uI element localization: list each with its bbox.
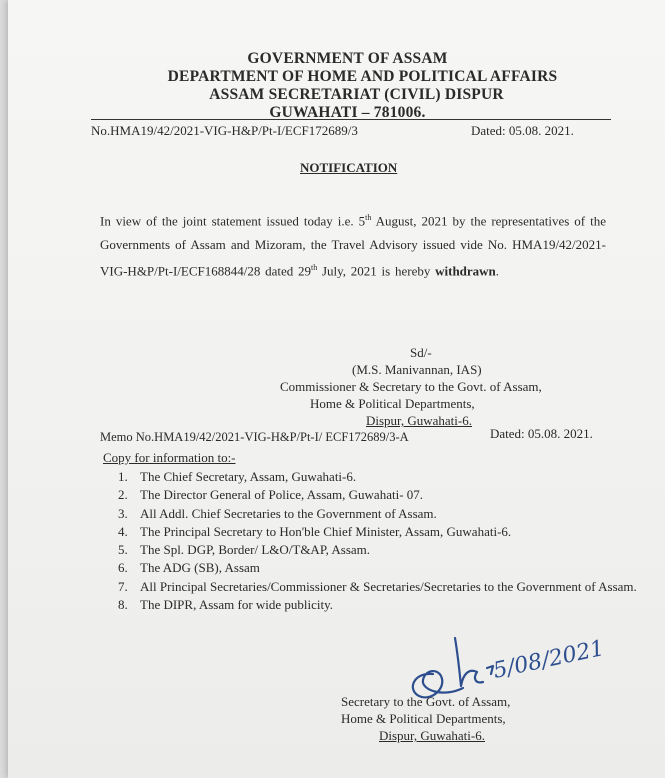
list-number: 7. <box>118 578 128 594</box>
list-number: 6. <box>118 560 128 576</box>
list-item <box>118 559 648 577</box>
notification-title: NOTIFICATION <box>300 160 398 175</box>
memo-number: Memo No.HMA19/42/2021-VIG-H&P/Pt-I/ ECF172689/3-A <box>100 430 409 444</box>
header-government: GOVERNMENT OF ASSAM <box>247 50 448 67</box>
signature-block-commissioner <box>270 344 542 429</box>
header-secretariat: ASSAM SECRETARIAT (CIVIL) DISPUR <box>209 86 504 103</box>
body-text-end: . <box>495 263 500 279</box>
list-item <box>118 596 648 614</box>
sd-mark: Sd/- <box>410 345 432 360</box>
withdrawn-text: withdrawn <box>435 263 496 279</box>
header-department: DEPARTMENT OF HOME AND POLITICAL AFFAIRS <box>167 68 558 85</box>
list-number: 2. <box>118 487 128 503</box>
list-item <box>118 486 648 504</box>
superscript-th-2: th <box>311 263 318 273</box>
reference-date: Dated: 05.08. 2021. <box>471 123 574 138</box>
signature-block-secretary <box>341 693 510 744</box>
list-number: 8. <box>118 597 128 613</box>
list-text: The Chief Secretary, Assam, Guwahati-6. <box>140 469 357 484</box>
signatory2-designation: Secretary to the Govt. of Assam, <box>341 694 511 709</box>
list-number: 5. <box>118 542 128 558</box>
superscript-th-1: th <box>365 213 372 222</box>
signatory-name: (M.S. Manivannan, IAS) <box>352 362 482 377</box>
list-item <box>118 541 648 559</box>
list-text: The Director General of Police, Assam, Guwahati- 07. <box>140 487 424 503</box>
list-text: The Principal Secretary to Hon'ble Chief Minister, Assam, Guwahati-6. <box>140 523 512 539</box>
body-text-2: August, 2021 by the representatives of the Governments of Assam and Mizoram, the Travel Advisory issued vide No. HMA19/42/2021-VIG-H&P/Pt-I/ECF168844/28 dated 29 <box>100 213 606 279</box>
body-text-1: In view of the joint statement issued today i.e. 5 <box>100 213 366 229</box>
list-text: The DIPR, Assam for wide publicity. <box>140 597 334 613</box>
reference-line <box>91 119 611 139</box>
signatory-department: Home & Political Departments, <box>310 396 475 411</box>
list-item <box>118 468 648 486</box>
list-text: The Spl. DGP, Border/ L&O/T&AP, Assam. <box>140 542 371 558</box>
list-number: 4. <box>118 523 128 539</box>
list-item <box>118 523 648 541</box>
signatory-location: Dispur, Guwahati-6. <box>366 413 472 428</box>
signatory2-location: Dispur, Guwahati-6. <box>379 728 485 743</box>
list-item <box>118 578 648 596</box>
list-text: The ADG (SB), Assam <box>140 560 260 576</box>
document-page <box>8 0 665 778</box>
recipient-list <box>118 468 648 614</box>
list-item <box>118 505 648 523</box>
list-number: 1. <box>118 469 128 484</box>
list-text: All Addl. Chief Secretaries to the Government of Assam. <box>140 505 437 521</box>
list-text: All Principal Secretaries/Commissioner & Secretaries/Secretaries to the Government of Assam. <box>140 578 637 594</box>
copy-heading: Copy for information to:- <box>103 450 236 465</box>
list-number: 3. <box>118 505 128 521</box>
reference-number: No.HMA19/42/2021-VIG-H&P/Pt-I/ECF172689/3 <box>91 123 358 138</box>
memo-line <box>100 426 620 445</box>
notification-body <box>100 206 606 283</box>
signatory2-department: Home & Political Departments, <box>341 711 506 726</box>
handwritten-date: 5/08/2021 <box>491 635 607 684</box>
memo-date: Dated: 05.08. 2021. <box>490 426 593 441</box>
body-text-3: July, 2021 is hereby <box>317 263 436 279</box>
header-city: GUWAHATI – 781006. <box>269 104 426 121</box>
letterhead <box>8 50 665 122</box>
signatory-designation: Commissioner & Secretary to the Govt. of Assam, <box>280 379 542 394</box>
